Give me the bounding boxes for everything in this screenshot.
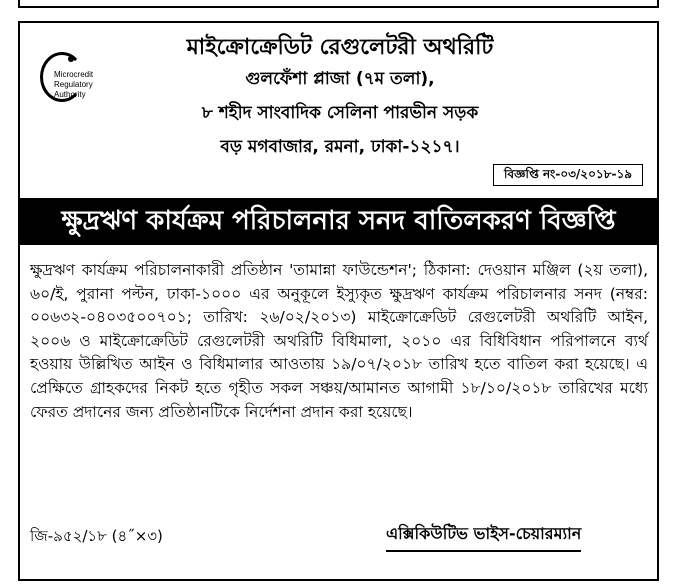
notice-title-banner: ক্ষুদ্রঋণ কার্যক্রম পরিচালনার সনদ বাতিলকরণ বিজ্ঞপ্তি — [20, 198, 657, 245]
logo-text — [54, 70, 93, 100]
address-line-3: বড় মগবাজার, রমনা, ঢাকা-১২১৭। — [220, 137, 460, 157]
logo-line: Regulatory — [54, 80, 93, 89]
logo-line: Authority — [54, 90, 86, 99]
address-line-2: ৮ শহীদ সাংবাদিক সেলিনা পারভীন সড়ক — [201, 103, 479, 123]
publication-code: জি-৯৫২/১৮ (৪˝×৩) — [30, 527, 163, 545]
address-line-1: গুলফেঁশা প্লাজা (৭ম তলা), — [245, 69, 435, 89]
notice-body: ক্ষুদ্রঋণ কার্যক্রম পরিচালনাকারী প্রতিষ্ঠান 'তামান্না ফাউন্ডেশন'; ঠিকানা: দেওয়ান মঞ্জিল (২য় তলা), ৬০/ই, পুরানা পল্টন, ঢাকা-১০০০ এর অনুকূলে ইস্যুকৃত ক্ষুদ্রঋণ কার্যক্রম পরিচালনার সনদ (নম্বর: ০০৬৩২-০৪০৩৫০০৭০১; তারিখ: ২৬/০২/২০১৩) মাইক্রোক্রেডিট রেগুলেটরী অথরিটি আইন, ২০০৬ ও মাইক্রোক্রেডিট রেগুলেটরী অথরিটি বিধিমালা, ২০১০ এর বিধিবিধান পরিপালনে ব্যর্থ হওয়ায় উল্লিখিত আইন ও বিধিমালার আওতায় ১৯/০৭/২০১৮ তারিখ হতে বাতিল করা হয়েছে। এ প্রেক্ষিতে গ্রাহকদের নিকট হতে গৃহীত সকল সঞ্চয়/আমানত আগামী ১৮/১০/২০১৮ তারিখের মধ্যে ফেরত প্রদানের জন্য প্রতিষ্ঠানটিকে নির্দেশনা প্রদান করা হয়েছে। — [30, 261, 648, 421]
mra-logo — [36, 52, 126, 122]
signatory-title: এক্সিকিউটিভ ভাইস-চেয়ারম্যান — [386, 521, 581, 552]
notice-number-box: বিজ্ঞপ্তি নং-০৩/২০১৮-১৯ — [493, 164, 643, 186]
logo-line: Microcredit — [54, 70, 94, 79]
logo-dot-icon — [68, 56, 74, 62]
previous-notice-border — [18, 0, 659, 8]
organization-name: মাইক্রোক্রেডিট রেগুলেটরী অথরিটি — [186, 35, 494, 60]
